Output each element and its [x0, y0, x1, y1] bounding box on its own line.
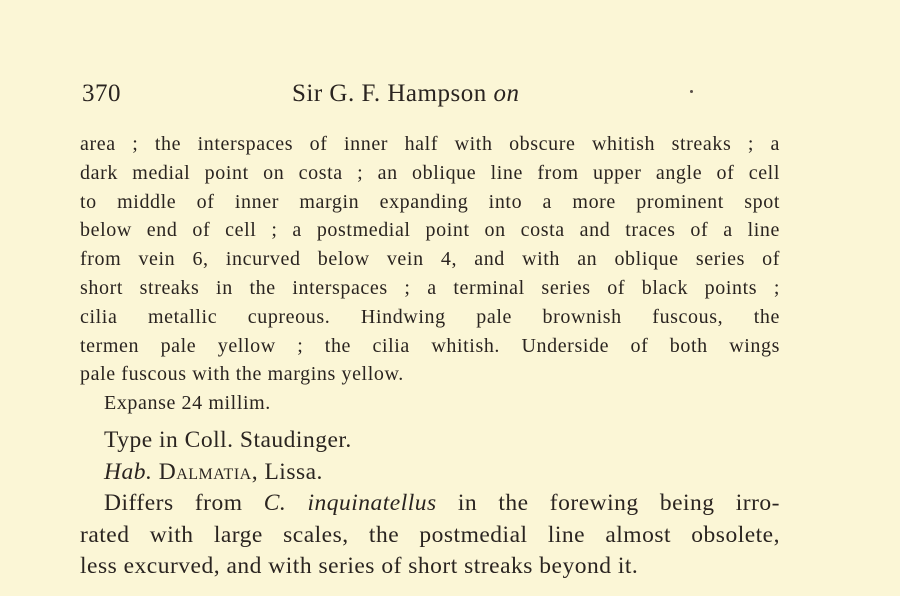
description-line: area ; the interspaces of inner half with obscure whitish streaks ; a: [80, 133, 780, 155]
species-description: [80, 130, 780, 418]
description-line: to middle of inner margin expanding into a more prominent spot: [80, 190, 780, 213]
diagnosis-line: less excurved, and with series of short streaks beyond it.: [80, 553, 639, 579]
page-number: 370: [82, 80, 121, 107]
description-line: cilia metallic cupreous. Hindwing pale brownish fuscous, the: [80, 305, 780, 328]
paper-speck: [690, 90, 693, 93]
habitat-label: Hab.: [104, 458, 153, 485]
diagnosis-line: rated with large scales, the postmedial line almost obsolete,: [80, 521, 780, 548]
habitat-rest: , Lissa.: [251, 458, 323, 485]
running-title-author: Sir G. F. Hampson: [292, 80, 487, 107]
type-line: Type in Coll. Staudinger.: [104, 427, 352, 453]
description-line: from vein 6, incurved below vein 4, and with an oblique series of: [80, 248, 780, 271]
expanse-line: Expanse 24 millim.: [104, 392, 271, 415]
description-line: pale fuscous with the margins yellow.: [80, 363, 404, 386]
habitat-place: Dalmatia: [158, 458, 252, 485]
description-line: dark medial point on costa ; an oblique line from upper angle of cell: [80, 161, 780, 184]
habitat-line: [80, 457, 780, 489]
description-line: short streaks in the interspaces ; a terminal series of black points ;: [80, 276, 780, 299]
species-name: C. inquinatellus: [263, 490, 437, 516]
running-title: [292, 80, 519, 108]
description-line: termen pale yellow ; the cilia whitish. Underside of both wings: [80, 334, 780, 357]
diagnosis-line: [80, 488, 780, 520]
type-and-diagnosis: [80, 425, 780, 583]
diagnosis-end: in the forewing being irro-: [436, 490, 780, 516]
running-title-connector: on: [493, 80, 520, 107]
diagnosis-start: Differs from: [104, 490, 264, 516]
description-line: below end of cell ; a postmedial point on costa and traces of a line: [80, 219, 780, 242]
running-head: [82, 80, 782, 114]
